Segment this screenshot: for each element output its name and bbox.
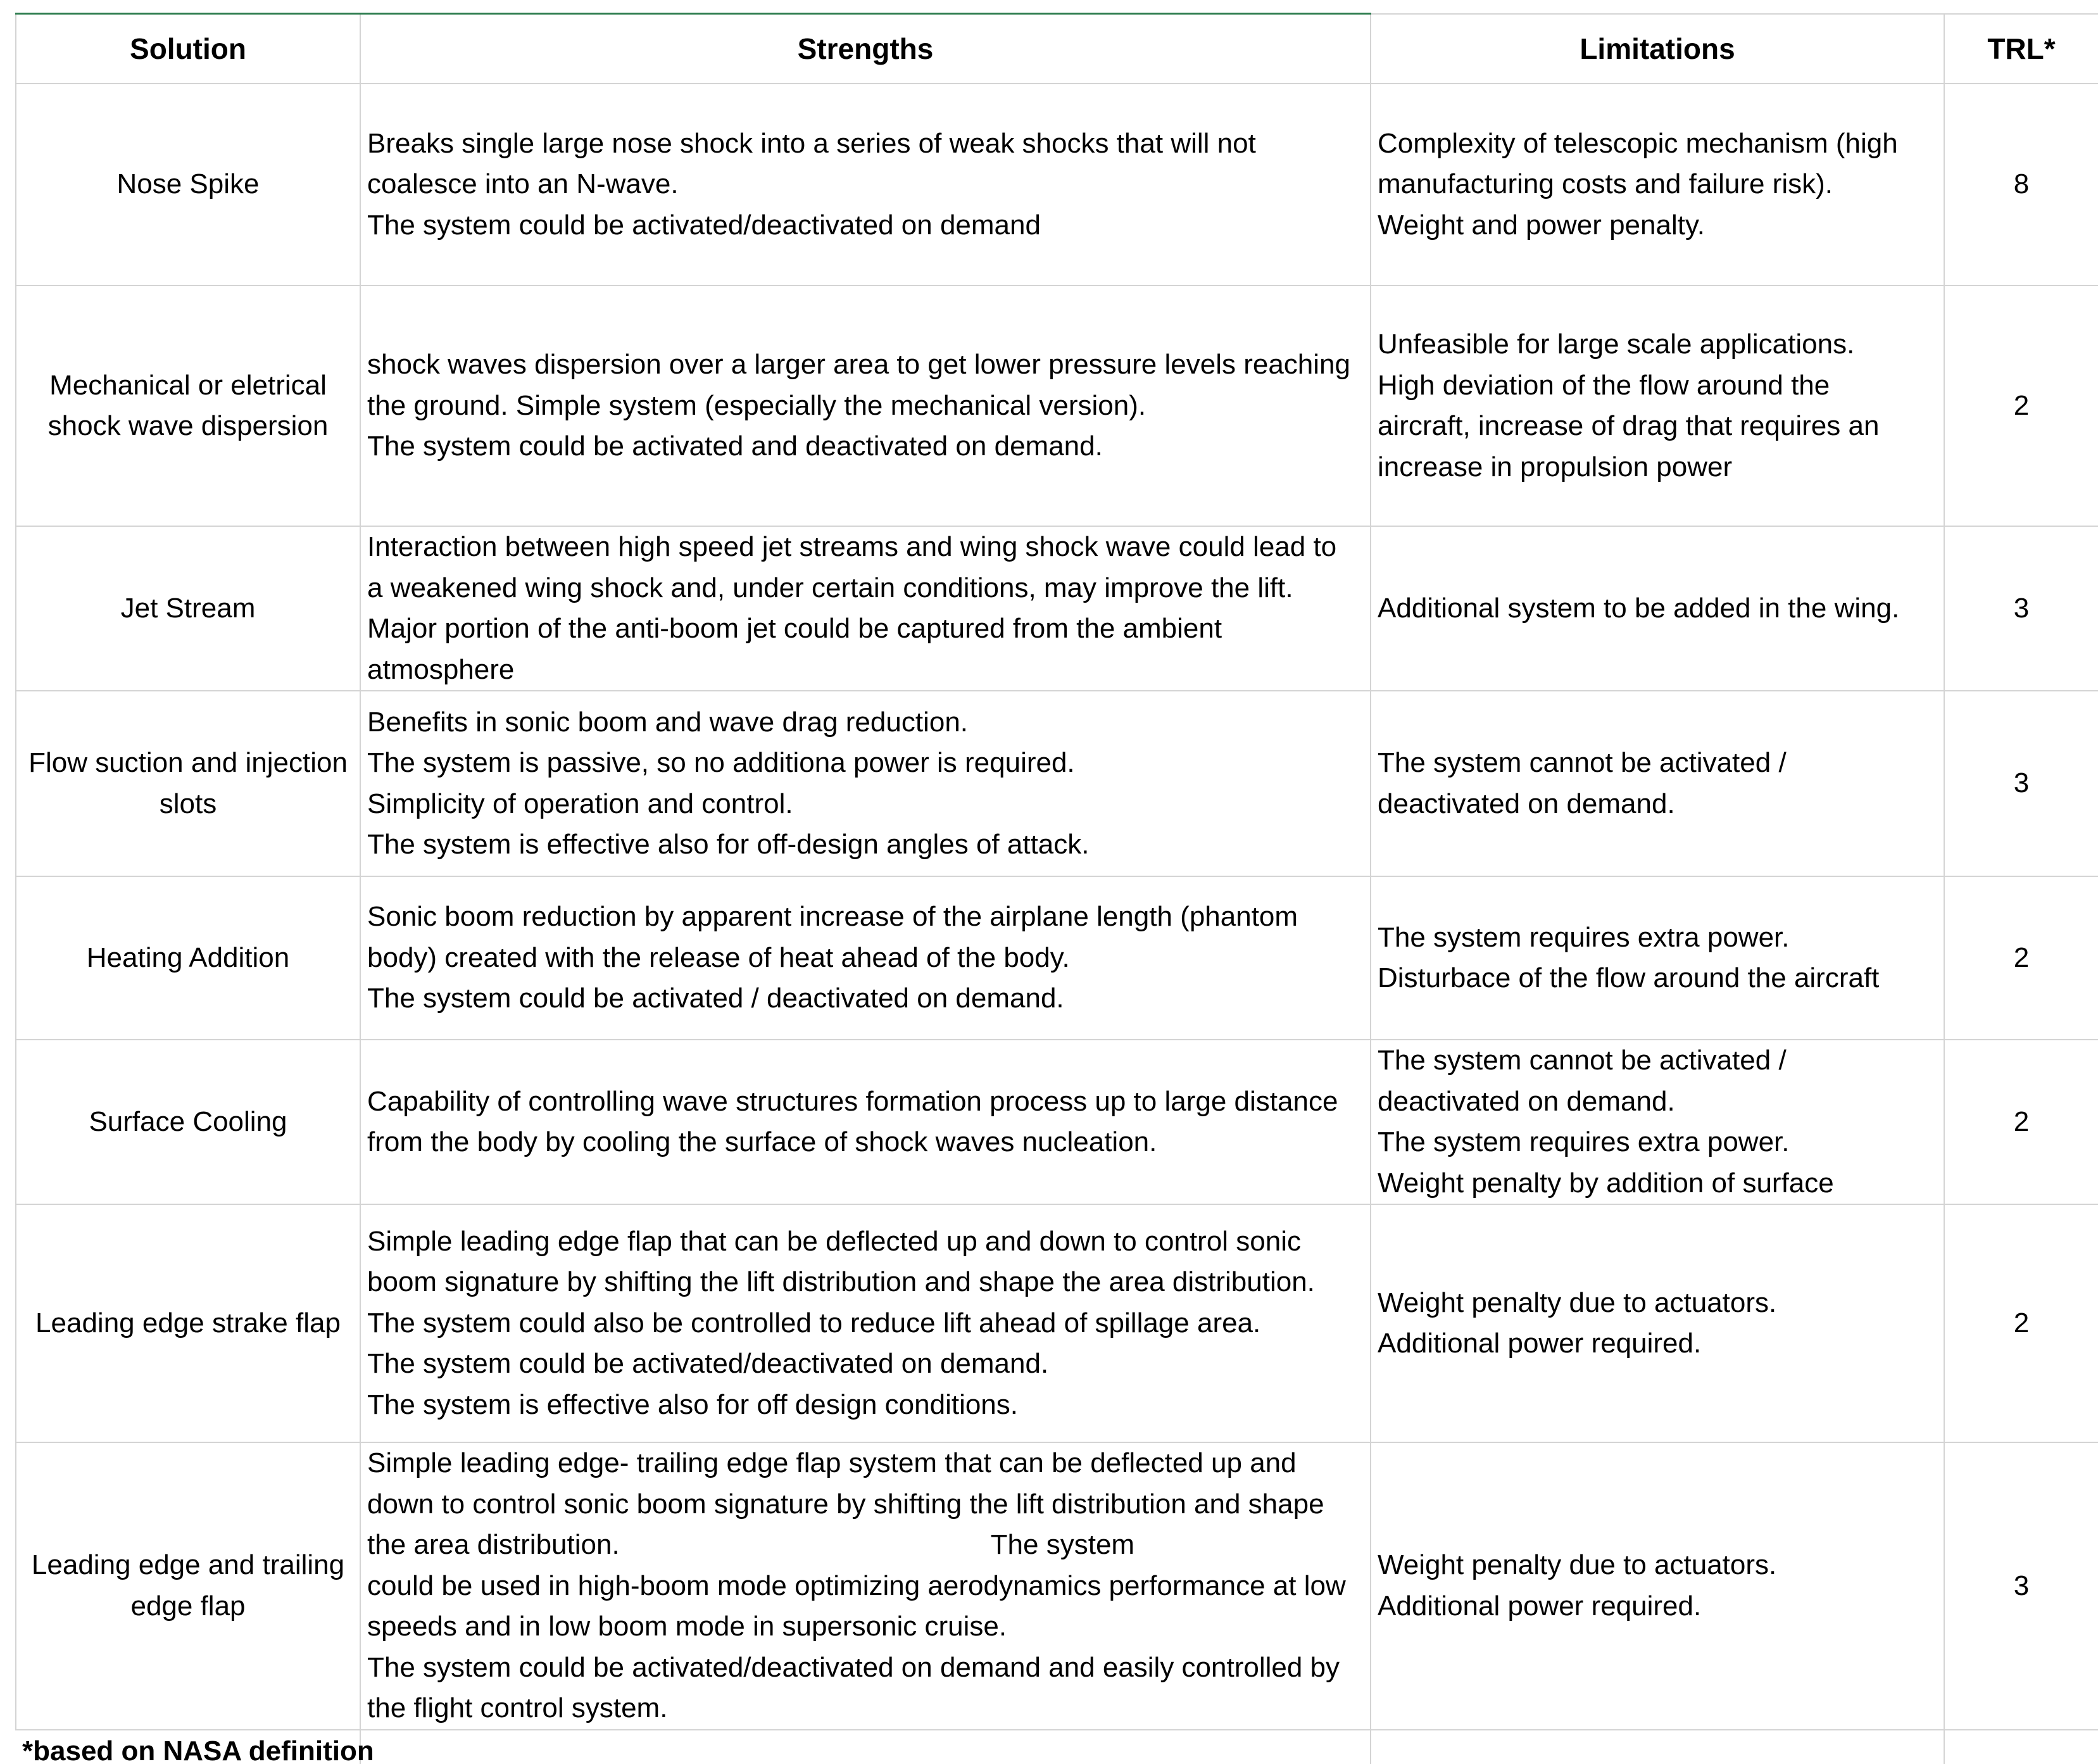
table-row	[16, 1442, 2098, 1730]
strengths-cell-line: Interaction between high speed jet streams and wing shock wave could lead to	[367, 531, 1337, 562]
limitations-cell-line: aircraft, increase of drag that requires an	[1378, 410, 1880, 441]
solution-cell-line: Mechanical or eletrical	[49, 369, 327, 401]
solution-cell[interactable]	[16, 691, 360, 876]
limitations-cell[interactable]	[1371, 286, 1944, 526]
solution-cell[interactable]	[16, 1204, 360, 1442]
strengths-cell-line: the ground. Simple system (especially the mechanical version).	[367, 389, 1146, 421]
limitations-cell-line: Disturbace of the flow around the aircraft	[1378, 962, 1880, 993]
strengths-cell-line: The system is effective also for off-design angles of attack.	[367, 829, 1090, 860]
limitations-cell-line: manufacturing costs and failure risk).	[1378, 168, 1833, 200]
trl-cell[interactable]: 2	[1944, 286, 2098, 526]
trl-cell[interactable]: 8	[1944, 84, 2098, 286]
solution-cell[interactable]	[16, 1040, 360, 1204]
solution-cell-line: slots	[159, 788, 217, 819]
strengths-cell-line: boom signature by shifting the lift distribution and shape the area distribution.	[367, 1266, 1315, 1298]
table-row	[16, 1040, 2098, 1204]
solutions-table	[15, 13, 2098, 1764]
strengths-cell-line: Benefits in sonic boom and wave drag reduction.	[367, 706, 969, 738]
limitations-cell-line: increase in propulsion power	[1378, 451, 1733, 482]
strengths-cell-line: The system could be activated and deactivated on demand.	[367, 431, 1103, 462]
limitations-cell-line: The system requires extra power.	[1378, 1126, 1790, 1157]
empty-cell[interactable]	[1944, 1730, 2098, 1764]
solution-cell[interactable]	[16, 526, 360, 691]
header-row	[16, 14, 2098, 84]
limitations-cell-line: Weight penalty due to actuators.	[1378, 1287, 1777, 1318]
header-strengths[interactable]: Strengths	[360, 14, 1371, 84]
limitations-cell-line: The system cannot be activated /	[1378, 747, 1787, 778]
strengths-cell-line: speeds and in low boom mode in supersonic cruise.	[367, 1611, 1007, 1642]
table-row	[16, 691, 2098, 876]
solution-cell-line: Jet Stream	[120, 592, 256, 624]
strengths-cell-line: Major portion of the anti-boom jet could be captured from the ambient	[367, 613, 1222, 644]
solution-cell-line: Nose Spike	[116, 168, 260, 200]
solution-cell[interactable]	[16, 286, 360, 526]
strengths-cell[interactable]	[360, 691, 1371, 876]
strengths-cell[interactable]	[360, 286, 1371, 526]
trl-cell[interactable]: 2	[1944, 876, 2098, 1040]
table-row	[16, 286, 2098, 526]
strengths-cell[interactable]	[360, 526, 1371, 691]
limitations-cell-line: Additional power required.	[1378, 1328, 1702, 1359]
strengths-cell-line: the flight control system.	[367, 1692, 668, 1723]
strengths-cell-line: down to control sonic boom signature by shifting the lift distribution and shape	[367, 1488, 1324, 1520]
solution-cell[interactable]	[16, 1442, 360, 1730]
limitations-cell-line: deactivated on demand.	[1378, 788, 1675, 819]
solution-cell-line: Surface Cooling	[89, 1106, 287, 1137]
trl-cell[interactable]: 3	[1944, 691, 2098, 876]
strengths-cell-line: The system could be activated/deactivated on demand	[367, 209, 1041, 241]
table-row	[16, 84, 2098, 286]
strengths-cell-line: The system could be activated / deactivated on demand.	[367, 983, 1064, 1014]
solution-cell-line: shock wave dispersion	[47, 410, 329, 441]
solution-cell-line: Flow suction and injection	[28, 747, 348, 778]
table-row	[16, 876, 2098, 1040]
strengths-cell-line: Simple leading edge- trailing edge flap system that can be deflected up and	[367, 1447, 1297, 1478]
strengths-cell-line: from the body by cooling the surface of shock waves nucleation.	[367, 1126, 1157, 1157]
limitations-cell[interactable]	[1371, 84, 1944, 286]
strengths-cell-line: The system is effective also for off design conditions.	[367, 1389, 1019, 1420]
solution-cell[interactable]	[16, 84, 360, 286]
strengths-cell-line: coalesce into an N-wave.	[367, 168, 679, 200]
strengths-cell[interactable]	[360, 876, 1371, 1040]
strengths-cell-line: The system is passive, so no additiona power is required.	[367, 747, 1075, 778]
strengths-cell-line: Simple leading edge flap that can be deflected up and down to control sonic	[367, 1225, 1302, 1257]
header-trl[interactable]: TRL*	[1944, 14, 2098, 84]
limitations-cell-line: Weight and power penalty.	[1378, 209, 1705, 241]
limitations-cell[interactable]	[1371, 691, 1944, 876]
header-limitations[interactable]: Limitations	[1371, 14, 1944, 84]
limitations-cell-line: Complexity of telescopic mechanism (high	[1378, 127, 1898, 159]
trl-cell[interactable]: 2	[1944, 1040, 2098, 1204]
strengths-cell-line: The system could also be controlled to reduce lift ahead of spillage area.	[367, 1307, 1261, 1339]
strengths-cell-line: Capability of controlling wave structures formation process up to large distance	[367, 1085, 1338, 1117]
solution-cell-line: Leading edge strake flap	[35, 1307, 341, 1339]
footnote-row	[16, 1730, 2098, 1764]
solution-cell-line: Leading edge and trailing	[31, 1549, 345, 1581]
strengths-cell-line: could be used in high-boom mode optimizing aerodynamics performance at low	[367, 1570, 1346, 1601]
table-row	[16, 1204, 2098, 1442]
strengths-cell-line: atmosphere	[367, 653, 515, 685]
limitations-cell-line: High deviation of the flow around the	[1378, 369, 1830, 401]
strengths-cell-line: a weakened wing shock and, under certain conditions, may improve the lift.	[367, 572, 1293, 603]
limitations-cell-line: Additional power required.	[1378, 1590, 1702, 1622]
strengths-cell-line: shock waves dispersion over a larger area to get lower pressure levels reaching	[367, 349, 1350, 381]
empty-cell[interactable]	[360, 1730, 1371, 1764]
solution-cell-line: edge flap	[130, 1590, 246, 1622]
strengths-cell[interactable]	[360, 1442, 1371, 1730]
limitations-cell[interactable]	[1371, 526, 1944, 691]
limitations-cell[interactable]	[1371, 1204, 1944, 1442]
trl-cell[interactable]: 2	[1944, 1204, 2098, 1442]
strengths-cell[interactable]	[360, 1040, 1371, 1204]
header-solution[interactable]: Solution	[16, 14, 360, 84]
strengths-cell-line: body) created with the release of heat ahead of the body.	[367, 942, 1070, 973]
limitations-cell[interactable]	[1371, 1040, 1944, 1204]
footnote-cell[interactable]: *based on NASA definition	[16, 1730, 360, 1764]
strengths-cell-line: Sonic boom reduction by apparent increase of the airplane length (phantom	[367, 901, 1298, 933]
trl-cell[interactable]: 3	[1944, 526, 2098, 691]
limitations-cell-line: Unfeasible for large scale applications.	[1378, 329, 1855, 360]
strengths-cell[interactable]	[360, 84, 1371, 286]
limitations-cell-line: Weight penalty due to actuators.	[1378, 1549, 1777, 1581]
solution-cell[interactable]	[16, 876, 360, 1040]
empty-cell[interactable]	[1371, 1730, 1944, 1764]
strengths-cell-line: The system could be activated/deactivated on demand and easily controlled by	[367, 1651, 1340, 1683]
strengths-cell[interactable]	[360, 1204, 1371, 1442]
limitations-cell-line: Additional system to be added in the wing.	[1378, 592, 1900, 624]
limitations-cell-line: The system cannot be activated /	[1378, 1045, 1787, 1076]
strengths-cell-line: Breaks single large nose shock into a series of weak shocks that will not	[367, 127, 1256, 159]
limitations-cell-line: The system requires extra power.	[1378, 921, 1790, 953]
strengths-cell-line: The system could be activated/deactivated on demand.	[367, 1348, 1049, 1380]
limitations-cell-line: Weight penalty by addition of surface	[1378, 1167, 1834, 1199]
limitations-cell-line: deactivated on demand.	[1378, 1085, 1675, 1117]
solution-cell-line: Heating Addition	[86, 942, 290, 973]
trl-cell[interactable]: 3	[1944, 1442, 2098, 1730]
strengths-cell-line: the area distribution. The system	[367, 1529, 1135, 1560]
strengths-cell-line: Simplicity of operation and control.	[367, 788, 793, 819]
table-row	[16, 526, 2098, 691]
limitations-cell[interactable]	[1371, 876, 1944, 1040]
limitations-cell[interactable]	[1371, 1442, 1944, 1730]
